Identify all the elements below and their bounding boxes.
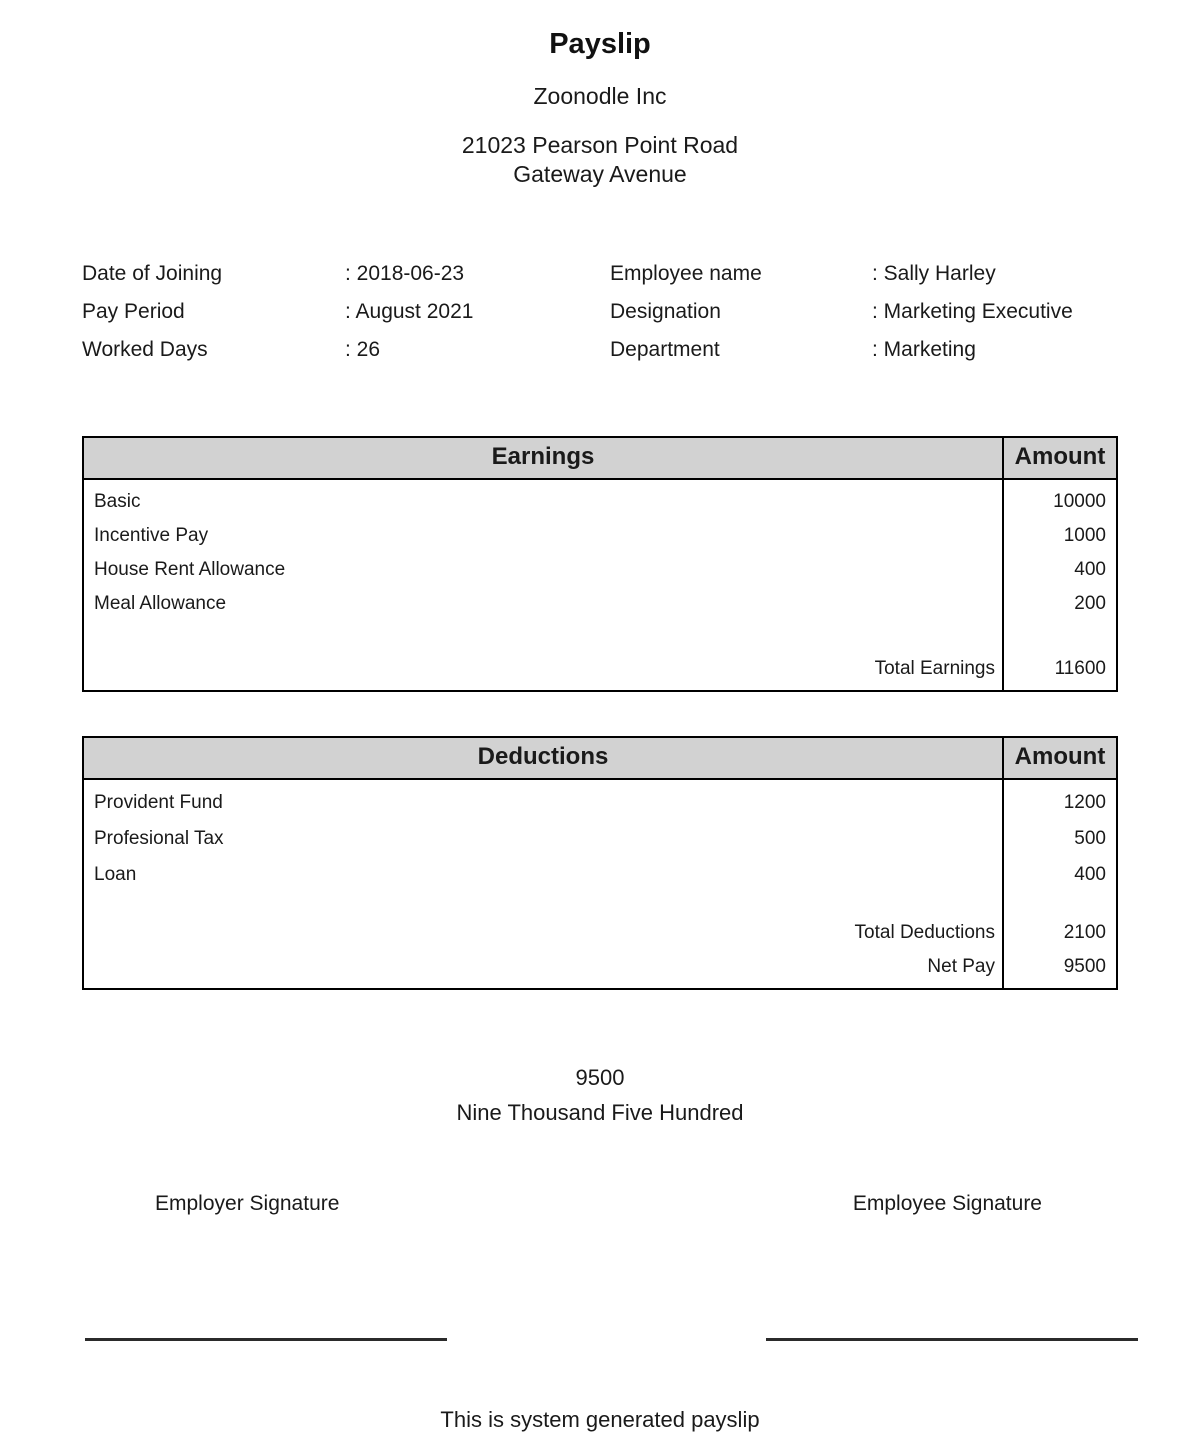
net-pay-summary — [0, 1065, 1200, 1126]
info-value: : 26 — [345, 338, 381, 361]
row-label: Incentive Pay — [94, 525, 209, 546]
info-row-date-of-joining — [82, 255, 473, 293]
table-row — [84, 519, 1116, 553]
employee-signature-line — [766, 1338, 1138, 1341]
table-row — [84, 785, 1116, 821]
table-row — [84, 485, 1116, 519]
employer-signature-line — [85, 1338, 447, 1341]
footer-note: This is system generated payslip — [440, 1407, 760, 1432]
page-title: Payslip — [549, 28, 651, 60]
row-label: Profesional Tax — [94, 828, 224, 849]
info-label: Pay Period — [82, 300, 185, 323]
info-label: Date of Joining — [82, 262, 223, 285]
address-line-2: Gateway Avenue — [513, 161, 687, 187]
info-label: Worked Days — [82, 338, 208, 361]
table-spacer — [84, 621, 1116, 652]
info-value: : Marketing — [872, 338, 976, 361]
info-value: : 2018-06-23 — [345, 262, 465, 285]
total-label: Total Earnings — [874, 658, 995, 679]
row-label: Loan — [94, 864, 137, 885]
table-spacer — [84, 893, 1116, 916]
employee-info-left — [82, 255, 473, 369]
total-amount: 2100 — [1063, 922, 1106, 943]
row-label: Meal Allowance — [94, 593, 227, 614]
row-amount: 1200 — [1063, 792, 1106, 813]
info-row-department — [610, 331, 1073, 369]
table-row — [84, 553, 1116, 587]
total-label: Net Pay — [927, 956, 995, 977]
address-line-1: 21023 Pearson Point Road — [461, 132, 739, 158]
total-amount: 9500 — [1063, 956, 1106, 977]
earnings-table-header — [84, 438, 1116, 480]
info-value: : August 2021 — [345, 300, 474, 323]
row-amount: 10000 — [1053, 491, 1106, 512]
signature-lines — [0, 1338, 1200, 1341]
row-label: House Rent Allowance — [94, 559, 286, 580]
row-amount: 400 — [1074, 559, 1106, 580]
earnings-table — [82, 436, 1118, 692]
table-row — [84, 587, 1116, 621]
row-amount: 500 — [1074, 828, 1106, 849]
amount-header: Amount — [1014, 743, 1106, 770]
signature-labels — [0, 1192, 1200, 1216]
employee-signature-label: Employee Signature — [852, 1192, 1042, 1215]
document-header — [0, 0, 1200, 189]
total-earnings-row — [84, 652, 1116, 686]
deductions-header-title: Deductions — [84, 738, 1004, 778]
earnings-table-body — [84, 480, 1116, 690]
info-row-designation — [610, 293, 1073, 331]
info-row-employee-name — [610, 255, 1073, 293]
info-label: Department — [610, 338, 720, 361]
row-label: Basic — [94, 491, 141, 512]
employer-signature-label: Employer Signature — [155, 1192, 340, 1215]
row-amount: 1000 — [1063, 525, 1106, 546]
deductions-table-body — [84, 780, 1116, 988]
info-row-worked-days — [82, 331, 473, 369]
amount-header: Amount — [1014, 443, 1106, 470]
info-value: : Sally Harley — [872, 262, 996, 285]
deductions-table-header — [84, 738, 1116, 780]
employee-info-section — [0, 255, 1200, 369]
row-label: Provident Fund — [94, 792, 223, 813]
info-label: Employee name — [610, 262, 762, 285]
row-amount: 400 — [1074, 864, 1106, 885]
row-amount: 200 — [1074, 593, 1106, 614]
total-amount: 11600 — [1054, 658, 1106, 679]
net-pay-numeric: 9500 — [575, 1065, 625, 1090]
info-label: Designation — [610, 300, 721, 323]
net-pay-row — [84, 950, 1116, 984]
total-label: Total Deductions — [854, 922, 995, 943]
net-pay-words: Nine Thousand Five Hundred — [456, 1100, 744, 1125]
info-value: : Marketing Executive — [872, 300, 1073, 323]
deductions-table — [82, 736, 1118, 990]
employee-info-right — [610, 255, 1073, 369]
total-deductions-row — [84, 916, 1116, 950]
table-row — [84, 857, 1116, 893]
earnings-header-title: Earnings — [84, 438, 1004, 478]
table-row — [84, 821, 1116, 857]
info-row-pay-period — [82, 293, 473, 331]
company-name: Zoonodle Inc — [533, 83, 667, 109]
